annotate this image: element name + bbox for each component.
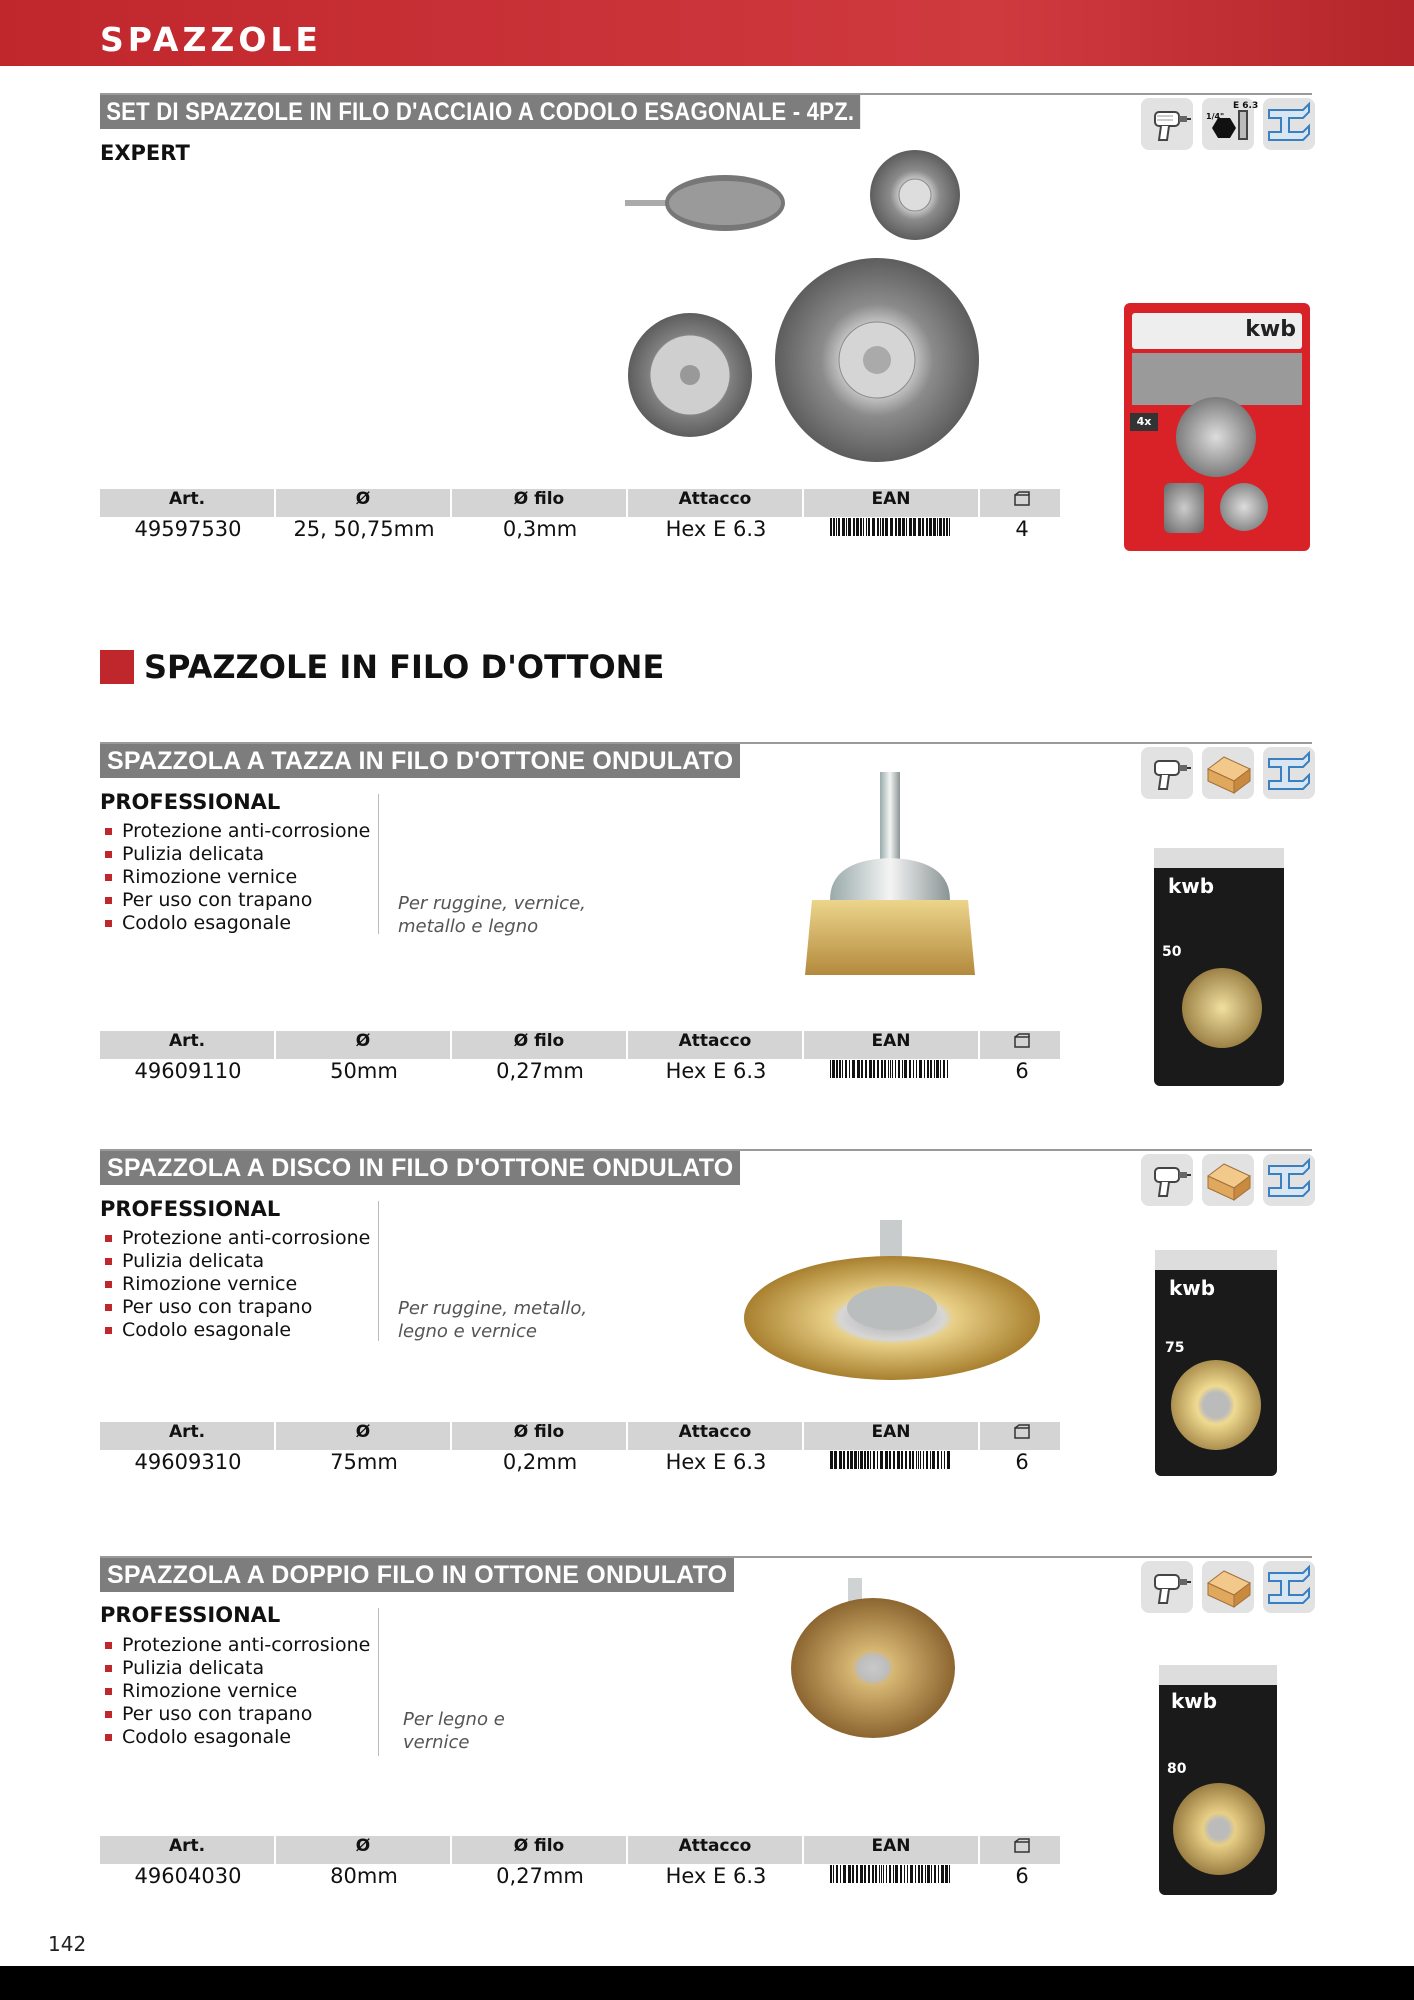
barcode-bar <box>842 1060 843 1078</box>
barcode-bar <box>898 1060 900 1078</box>
header-bar <box>0 0 1414 66</box>
product-line: EXPERT <box>100 141 190 165</box>
cell-wire: 0,2mm <box>502 1450 578 1474</box>
barcode-bar <box>832 1060 835 1078</box>
pack-badge: 80 <box>1167 1761 1187 1777</box>
feature-icons <box>1141 1154 1316 1208</box>
product-photo-double-wire-brush <box>786 1576 961 1741</box>
cell-diameter: 80mm <box>330 1864 398 1888</box>
cell-diameter: 75mm <box>330 1450 398 1474</box>
barcode-bar <box>843 1865 846 1883</box>
barcode-bar <box>885 1451 888 1469</box>
usage-note-line: Per ruggine, metallo, <box>398 1298 588 1319</box>
barcode-bar <box>922 518 924 536</box>
barcode-bar <box>877 518 879 536</box>
steel-profile-icon <box>1263 1154 1315 1206</box>
barcode-bar <box>946 518 948 536</box>
header-attacco: Attacco <box>628 1422 804 1450</box>
barcode-bar <box>885 518 888 536</box>
barcode-bar <box>886 1865 887 1883</box>
barcode-bar <box>926 518 928 536</box>
cell-attacco: Hex E 6.3 <box>665 1864 767 1888</box>
barcode-bar <box>941 1865 944 1883</box>
vertical-divider <box>378 1201 379 1341</box>
cell-attacco: Hex E 6.3 <box>665 517 767 541</box>
cell-qty: 6 <box>1015 1450 1029 1474</box>
cell-wire: 0,27mm <box>496 1059 584 1083</box>
barcode-bar <box>904 1060 907 1078</box>
barcode-bar <box>873 1060 875 1078</box>
barcode-bar <box>877 1451 878 1469</box>
feature-item: Per uso con trapano <box>100 889 370 912</box>
hex-spec-label: E 6.3 <box>1233 101 1259 111</box>
barcode-bar <box>902 518 905 536</box>
feature-icons <box>1141 1561 1316 1615</box>
feature-item: Per uso con trapano <box>100 1296 370 1319</box>
feature-item: Codolo esagonale <box>100 1726 370 1749</box>
barcode-bar <box>838 518 840 536</box>
spec-table <box>100 1836 1060 1894</box>
barcode-bar <box>925 1865 926 1883</box>
header-art: Art. <box>100 489 276 517</box>
usage-note <box>398 1297 587 1343</box>
barcode-bar <box>938 1865 939 1883</box>
barcode-bar <box>880 1451 883 1469</box>
barcode-bar <box>912 1451 914 1469</box>
barcode-bar <box>845 1060 847 1078</box>
barcode-bar <box>941 1451 942 1469</box>
barcode-bar <box>843 1451 845 1469</box>
usage-note <box>403 1708 505 1754</box>
pack-brand: kwb <box>1169 1276 1216 1300</box>
ean-barcode <box>830 1060 954 1084</box>
barcode-bar <box>947 1060 948 1078</box>
spec-row <box>100 517 1060 547</box>
cell-diameter: 25, 50,75mm <box>293 517 435 541</box>
barcode-bar <box>880 518 881 536</box>
barcode-bar <box>860 518 862 536</box>
usage-note-line: Per legno e <box>403 1709 505 1730</box>
barcode-bar <box>839 1060 841 1078</box>
package-qty-icon <box>980 1836 1064 1864</box>
barcode-bar <box>868 518 870 536</box>
barcode-bar <box>939 518 942 536</box>
barcode-bar <box>870 1451 871 1469</box>
header-wire: Ø filo <box>452 1422 628 1450</box>
product-line: PROFESSIONAL <box>100 1603 281 1627</box>
barcode-bar <box>945 1865 948 1883</box>
feature-item: Rimozione vernice <box>100 1273 370 1296</box>
spec-header <box>100 1836 1060 1864</box>
barcode-bar <box>924 1060 925 1078</box>
spec-row <box>100 1450 1060 1480</box>
barcode-bar <box>872 1865 874 1883</box>
header-diameter: Ø <box>276 1031 452 1059</box>
barcode-bar <box>888 1060 889 1078</box>
barcode-bar <box>920 1451 921 1469</box>
header-wire: Ø filo <box>452 1836 628 1864</box>
barcode-bar <box>918 1865 920 1883</box>
barcode-bar <box>930 1451 931 1469</box>
barcode-bar <box>909 518 912 536</box>
barcode-bar <box>907 1865 908 1883</box>
cell-attacco: Hex E 6.3 <box>665 1450 767 1474</box>
barcode-bar <box>869 1060 872 1078</box>
barcode-bar <box>860 1865 863 1883</box>
ean-barcode <box>830 518 954 542</box>
cup-brush <box>628 313 752 437</box>
barcode-bar <box>879 1865 880 1883</box>
package-photo <box>1124 303 1310 551</box>
barcode-bar <box>860 1451 863 1469</box>
barcode-bar <box>846 518 847 536</box>
barcode-bar <box>931 1865 932 1883</box>
barcode-bar <box>926 1451 928 1469</box>
header-diameter: Ø <box>276 489 452 517</box>
barcode-bar <box>949 1865 950 1883</box>
cell-qty: 6 <box>1015 1059 1029 1083</box>
header-ean: EAN <box>804 1031 980 1059</box>
steel-profile-icon <box>1263 747 1315 799</box>
barcode-bar <box>913 518 916 536</box>
barcode-bar <box>856 1865 858 1883</box>
header-art: Art. <box>100 1836 276 1864</box>
feature-icons <box>1141 747 1316 801</box>
cell-ean <box>804 1059 980 1089</box>
cell-art: 49604030 <box>134 1864 242 1888</box>
header-wire: Ø filo <box>452 489 628 517</box>
barcode-bar <box>915 1865 916 1883</box>
feature-item: Rimozione vernice <box>100 1680 370 1703</box>
barcode-bar <box>889 1451 891 1469</box>
product-title: SPAZZOLA A DISCO IN FILO D'OTTONE ONDULATO <box>100 1151 740 1185</box>
feature-list <box>100 1227 370 1342</box>
feature-item: Protezione anti-corrosione <box>100 820 370 843</box>
header-art: Art. <box>100 1031 276 1059</box>
ean-barcode <box>830 1451 954 1475</box>
barcode-bar <box>916 1451 917 1469</box>
barcode-bar <box>830 518 832 536</box>
barcode-bar <box>830 1865 832 1883</box>
barcode-bar <box>853 518 855 536</box>
barcode-bar <box>890 1060 891 1078</box>
barcode-bar <box>892 1060 893 1078</box>
header-ean: EAN <box>804 1422 980 1450</box>
cell-ean <box>804 1450 980 1480</box>
steel-profile-icon <box>1263 98 1315 150</box>
spec-table <box>100 1031 1060 1089</box>
barcode-bar <box>906 518 907 536</box>
barcode-bar <box>918 518 921 536</box>
footer-bar <box>0 1966 1414 2000</box>
barcode-bar <box>916 1060 917 1078</box>
barcode-bar <box>890 518 893 536</box>
cell-diameter: 50mm <box>330 1059 398 1083</box>
barcode-bar <box>934 1865 936 1883</box>
barcode-bar <box>864 1865 866 1883</box>
barcode-bar <box>940 1060 941 1078</box>
product-photo-disc-brush <box>742 1218 1042 1393</box>
header-art: Art. <box>100 1422 276 1450</box>
cell-wire: 0,27mm <box>496 1864 584 1888</box>
barcode-bar <box>847 1451 849 1469</box>
barcode-bar <box>881 1060 883 1078</box>
package-qty-icon <box>980 1422 1064 1450</box>
barcode-bar <box>949 518 950 536</box>
barcode-bar <box>921 1865 923 1883</box>
barcode-bar <box>895 1865 898 1883</box>
tube-brush <box>625 175 785 231</box>
drill-icon <box>1141 747 1193 799</box>
barcode-bar <box>858 1451 859 1469</box>
barcode-bar <box>930 1060 932 1078</box>
barcode-bar <box>830 1451 833 1469</box>
pack-brand: kwb <box>1168 874 1215 898</box>
barcode-bar <box>898 518 901 536</box>
product-title: SPAZZOLA A TAZZA IN FILO D'OTTONE ONDULATO <box>100 744 740 778</box>
barcode-bar <box>866 518 867 536</box>
feature-item: Pulizia delicata <box>100 843 370 866</box>
barcode-bar <box>863 518 864 536</box>
barcode-bar <box>830 1060 831 1078</box>
drill-icon <box>1141 98 1193 150</box>
product-line: PROFESSIONAL <box>100 790 281 814</box>
barcode-bar <box>904 1865 905 1883</box>
drill-icon <box>1141 1561 1193 1613</box>
feature-item: Protezione anti-corrosione <box>100 1634 370 1657</box>
wood-icon <box>1202 747 1254 799</box>
barcode-bar <box>882 518 884 536</box>
vertical-divider <box>378 794 379 934</box>
barcode-bar <box>895 1060 896 1078</box>
barcode-bar <box>927 1060 929 1078</box>
barcode-bar <box>929 518 932 536</box>
package-photo <box>1155 1250 1277 1476</box>
barcode-bar <box>848 518 851 536</box>
barcode-bar <box>881 1865 882 1883</box>
feature-item: Rimozione vernice <box>100 866 370 889</box>
feature-item: Per uso con trapano <box>100 1703 370 1726</box>
barcode-bar <box>861 1060 863 1078</box>
product-line: PROFESSIONAL <box>100 1197 281 1221</box>
cell-attacco: Hex E 6.3 <box>665 1059 767 1083</box>
barcode-bar <box>937 1451 939 1469</box>
barcode-bar <box>932 1451 935 1469</box>
cell-qty: 4 <box>1015 517 1029 541</box>
page-category-title: SPAZZOLE <box>100 20 322 59</box>
barcode-bar <box>836 518 837 536</box>
pack-brand: kwb <box>1245 317 1296 342</box>
barcode-bar <box>937 518 938 536</box>
cell-ean <box>804 517 980 547</box>
feature-item: Codolo esagonale <box>100 912 370 935</box>
barcode-bar <box>902 1060 903 1078</box>
barcode-bar <box>833 1865 834 1883</box>
barcode-bar <box>842 518 845 536</box>
header-attacco: Attacco <box>628 1031 804 1059</box>
small-cup-brush <box>870 150 960 240</box>
package-qty-icon <box>980 489 1064 517</box>
header-diameter: Ø <box>276 1422 452 1450</box>
cell-qty: 6 <box>1015 1864 1029 1888</box>
barcode-bar <box>840 1865 841 1883</box>
wood-icon <box>1202 1154 1254 1206</box>
usage-note-line: legno e vernice <box>398 1321 537 1342</box>
cell-wire: 0,3mm <box>502 517 578 541</box>
hex-shank-icon <box>1202 98 1259 150</box>
barcode-bar <box>889 1865 891 1883</box>
barcode-bar <box>918 1451 919 1469</box>
usage-note-line: Per ruggine, vernice, <box>398 893 586 914</box>
barcode-bar <box>913 1060 914 1078</box>
barcode-bar <box>943 1060 945 1078</box>
usage-note-line: metallo e legno <box>398 916 539 937</box>
barcode-bar <box>909 1451 911 1469</box>
barcode-bar <box>872 518 875 536</box>
spec-header <box>100 1422 1060 1450</box>
barcode-bar <box>868 1865 870 1883</box>
wood-icon <box>1202 1561 1254 1613</box>
feature-list <box>100 1634 370 1749</box>
barcode-bar <box>944 1451 945 1469</box>
product-photo-cup-brush <box>790 770 990 995</box>
barcode-bar <box>883 1865 884 1883</box>
barcode-bar <box>839 1451 842 1469</box>
barcode-bar <box>865 1060 867 1078</box>
barcode-bar <box>836 1865 838 1883</box>
spec-table <box>100 489 1060 547</box>
barcode-bar <box>893 1451 895 1469</box>
barcode-bar <box>836 1060 838 1078</box>
usage-note-line: vernice <box>403 1732 470 1753</box>
barcode-bar <box>927 1865 930 1883</box>
barcode-bar <box>850 1451 853 1469</box>
section-title: SPAZZOLE IN FILO D'OTTONE <box>144 648 665 686</box>
barcode-bar <box>877 1060 879 1078</box>
barcode-bar <box>947 1451 950 1469</box>
barcode-bar <box>834 1451 837 1469</box>
barcode-bar <box>852 1060 855 1078</box>
barcode-bar <box>905 1451 907 1469</box>
header-attacco: Attacco <box>628 489 804 517</box>
hex-inch-label: 1/4" <box>1206 112 1225 121</box>
header-attacco: Attacco <box>628 1836 804 1864</box>
barcode-bar <box>934 1060 935 1078</box>
barcode-bar <box>900 1865 902 1883</box>
barcode-bar <box>848 1865 851 1883</box>
barcode-bar <box>867 1451 869 1469</box>
spec-header <box>100 1031 1060 1059</box>
barcode-bar <box>936 1060 939 1078</box>
feature-item: Pulizia delicata <box>100 1250 370 1273</box>
cell-art: 49609110 <box>134 1059 242 1083</box>
spec-row <box>100 1864 1060 1894</box>
barcode-bar <box>901 1451 903 1469</box>
barcode-bar <box>909 1060 911 1078</box>
barcode-bar <box>856 518 859 536</box>
spec-table <box>100 1422 1060 1480</box>
pack-badge: 4x <box>1130 413 1158 431</box>
page-number: 142 <box>48 1932 87 1956</box>
barcode-bar <box>897 1451 900 1469</box>
header-diameter: Ø <box>276 1836 452 1864</box>
header-ean: EAN <box>804 489 980 517</box>
feature-item: Pulizia delicata <box>100 1657 370 1680</box>
package-qty-icon <box>980 1031 1064 1059</box>
product-title: SET DI SPAZZOLE IN FILO D'ACCIAIO A CODOLO ESAGONALE - 4PZ. <box>100 95 860 129</box>
barcode-bar <box>943 518 945 536</box>
barcode-bar <box>854 1451 857 1469</box>
barcode-bar <box>873 1451 875 1469</box>
pack-badge: 75 <box>1165 1340 1185 1356</box>
header-ean: EAN <box>804 1836 980 1864</box>
pack-brand: kwb <box>1171 1689 1218 1713</box>
product-title: SPAZZOLA A DOPPIO FILO IN OTTONE ONDULATO <box>100 1558 734 1592</box>
package-photo <box>1154 848 1284 1086</box>
barcode-bar <box>893 1865 894 1883</box>
steel-profile-icon <box>1263 1561 1315 1613</box>
feature-icons <box>1141 98 1316 152</box>
cell-ean <box>804 1864 980 1894</box>
pack-badge: 50 <box>1162 944 1182 960</box>
wheel-brush <box>775 258 979 462</box>
spec-row <box>100 1059 1060 1089</box>
barcode-bar <box>852 1865 854 1883</box>
feature-item: Codolo esagonale <box>100 1319 370 1342</box>
spec-header <box>100 489 1060 517</box>
usage-note <box>398 892 586 938</box>
barcode-bar <box>884 1060 886 1078</box>
vertical-divider <box>378 1608 379 1756</box>
barcode-bar <box>933 518 936 536</box>
barcode-bar <box>923 1451 924 1469</box>
section-marker <box>100 650 134 684</box>
barcode-bar <box>849 1060 850 1078</box>
barcode-bar <box>833 518 835 536</box>
barcode-bar <box>910 1865 913 1883</box>
product-photo-steel-brush-set <box>615 135 990 470</box>
barcode-bar <box>857 1060 860 1078</box>
barcode-bar <box>919 1060 922 1078</box>
feature-list <box>100 820 370 935</box>
drill-icon <box>1141 1154 1193 1206</box>
ean-barcode <box>830 1865 954 1889</box>
package-photo <box>1159 1665 1277 1895</box>
barcode-bar <box>864 1451 866 1469</box>
barcode-bar <box>895 518 897 536</box>
cell-art: 49597530 <box>134 517 242 541</box>
feature-item: Protezione anti-corrosione <box>100 1227 370 1250</box>
barcode-bar <box>875 1865 877 1883</box>
cell-art: 49609310 <box>134 1450 242 1474</box>
header-wire: Ø filo <box>452 1031 628 1059</box>
